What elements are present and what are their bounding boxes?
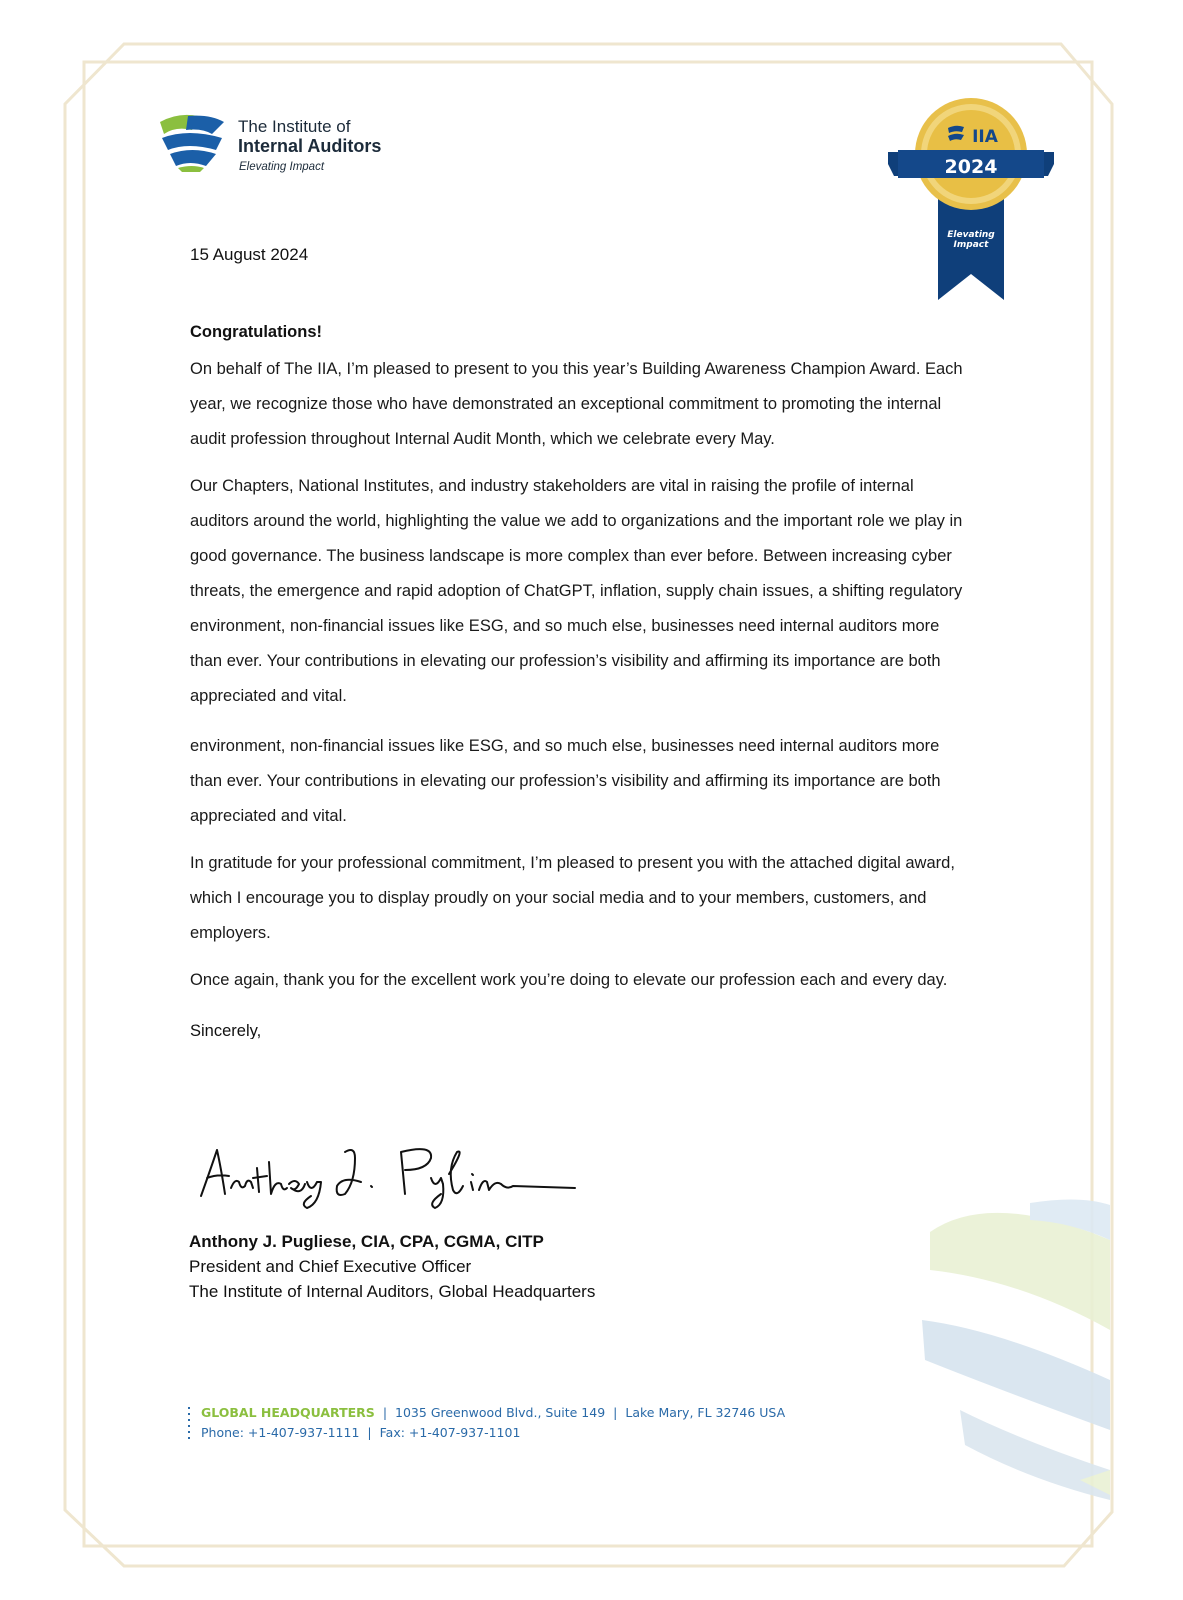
signatory-title: President and Chief Executive Officer <box>189 1257 472 1276</box>
paragraph-line: environment, non-financial issues like ESG, and so much else, businesses need internal auditors more <box>190 737 940 755</box>
paragraph-line: than ever. Your contributions in elevating our profession’s visibility and affirming its importance are both <box>190 772 941 790</box>
paragraph-2 <box>190 469 1010 714</box>
paragraph-line: which I encourage you to display proudly on your social media and to your members, customers, and <box>190 889 927 907</box>
iia-logo-icon <box>158 112 226 172</box>
badge-ribbon-line1: Elevating <box>947 230 995 240</box>
org-tagline: Elevating Impact <box>239 161 325 173</box>
paragraph-1 <box>190 352 1010 457</box>
footer-line-1 <box>201 1405 785 1420</box>
badge-brand: IIA <box>972 127 998 147</box>
letter-closing: Sincerely, <box>190 1022 262 1039</box>
award-badge <box>888 96 1054 302</box>
paragraph-line: than ever. Your contributions in elevating our profession’s visibility and affirming its importance are both <box>190 652 941 670</box>
badge-ribbon-line2: Impact <box>953 240 989 250</box>
letter-date: 15 August 2024 <box>190 245 309 264</box>
paragraph-line: threats, the emergence and rapid adoption of ChatGPT, inflation, supply chain issues, a shifting regulatory <box>190 582 963 600</box>
footer-hq-label: GLOBAL HEADQUARTERS <box>201 1405 375 1420</box>
footer-separator: | <box>367 1425 372 1440</box>
footer-fax: Fax: +1-407-937-1101 <box>379 1425 521 1440</box>
footer-separator: | <box>382 1405 388 1420</box>
letter-greeting: Congratulations! <box>190 323 322 341</box>
paragraph-line: In gratitude for your professional commitment, I’m pleased to present you with the attached digital award, <box>190 854 955 872</box>
paragraph-4 <box>190 846 1010 951</box>
footer-phone: Phone: +1-407-937-1111 <box>201 1425 360 1440</box>
signature-image <box>195 1138 585 1210</box>
footer-dotted-rule <box>187 1406 191 1442</box>
paragraph-line: Once again, thank you for the excellent work you’re doing to elevate our profession each and every day. <box>190 971 948 989</box>
footer-address: 1035 Greenwood Blvd., Suite 149 <box>395 1405 606 1420</box>
paragraph-line: year, we recognize those who have demonstrated an exceptional commitment to promoting the internal <box>190 395 942 413</box>
paragraph-line: On behalf of The IIA, I’m pleased to present to you this year’s Building Awareness Champion Award. Each <box>190 360 963 378</box>
paragraph-line: appreciated and vital. <box>190 687 347 705</box>
paragraph-line: employers. <box>190 924 271 942</box>
badge-year: 2024 <box>944 156 998 178</box>
paragraph-line: audit profession throughout Internal Audit Month, which we celebrate every May. <box>190 430 775 448</box>
footer-line-2 <box>201 1425 520 1440</box>
paragraph-line: Our Chapters, National Institutes, and industry stakeholders are vital in raising the profile of internal <box>190 477 914 495</box>
footer-city: Lake Mary, FL 32746 USA <box>625 1405 786 1420</box>
footer-separator: | <box>613 1405 618 1420</box>
org-name-line2: Internal Auditors <box>238 136 382 156</box>
paragraph-line: appreciated and vital. <box>190 807 347 825</box>
signatory-name: Anthony J. Pugliese, CIA, CPA, CGMA, CITP <box>189 1232 544 1251</box>
watermark-globe <box>922 1199 1110 1500</box>
paragraph-5 <box>190 963 1010 998</box>
paragraph-3 <box>190 729 1010 834</box>
signatory-org: The Institute of Internal Auditors, Global Headquarters <box>189 1282 596 1301</box>
paragraph-line: good governance. The business landscape is more complex than ever before. Between increasing cyber <box>190 547 952 565</box>
paragraph-line: auditors around the world, highlighting the value we add to organizations and the important role we play in <box>190 512 963 530</box>
paragraph-line: environment, non-financial issues like ESG, and so much else, businesses need internal auditors more <box>190 617 940 635</box>
org-name-line1: The Institute of <box>238 117 351 136</box>
